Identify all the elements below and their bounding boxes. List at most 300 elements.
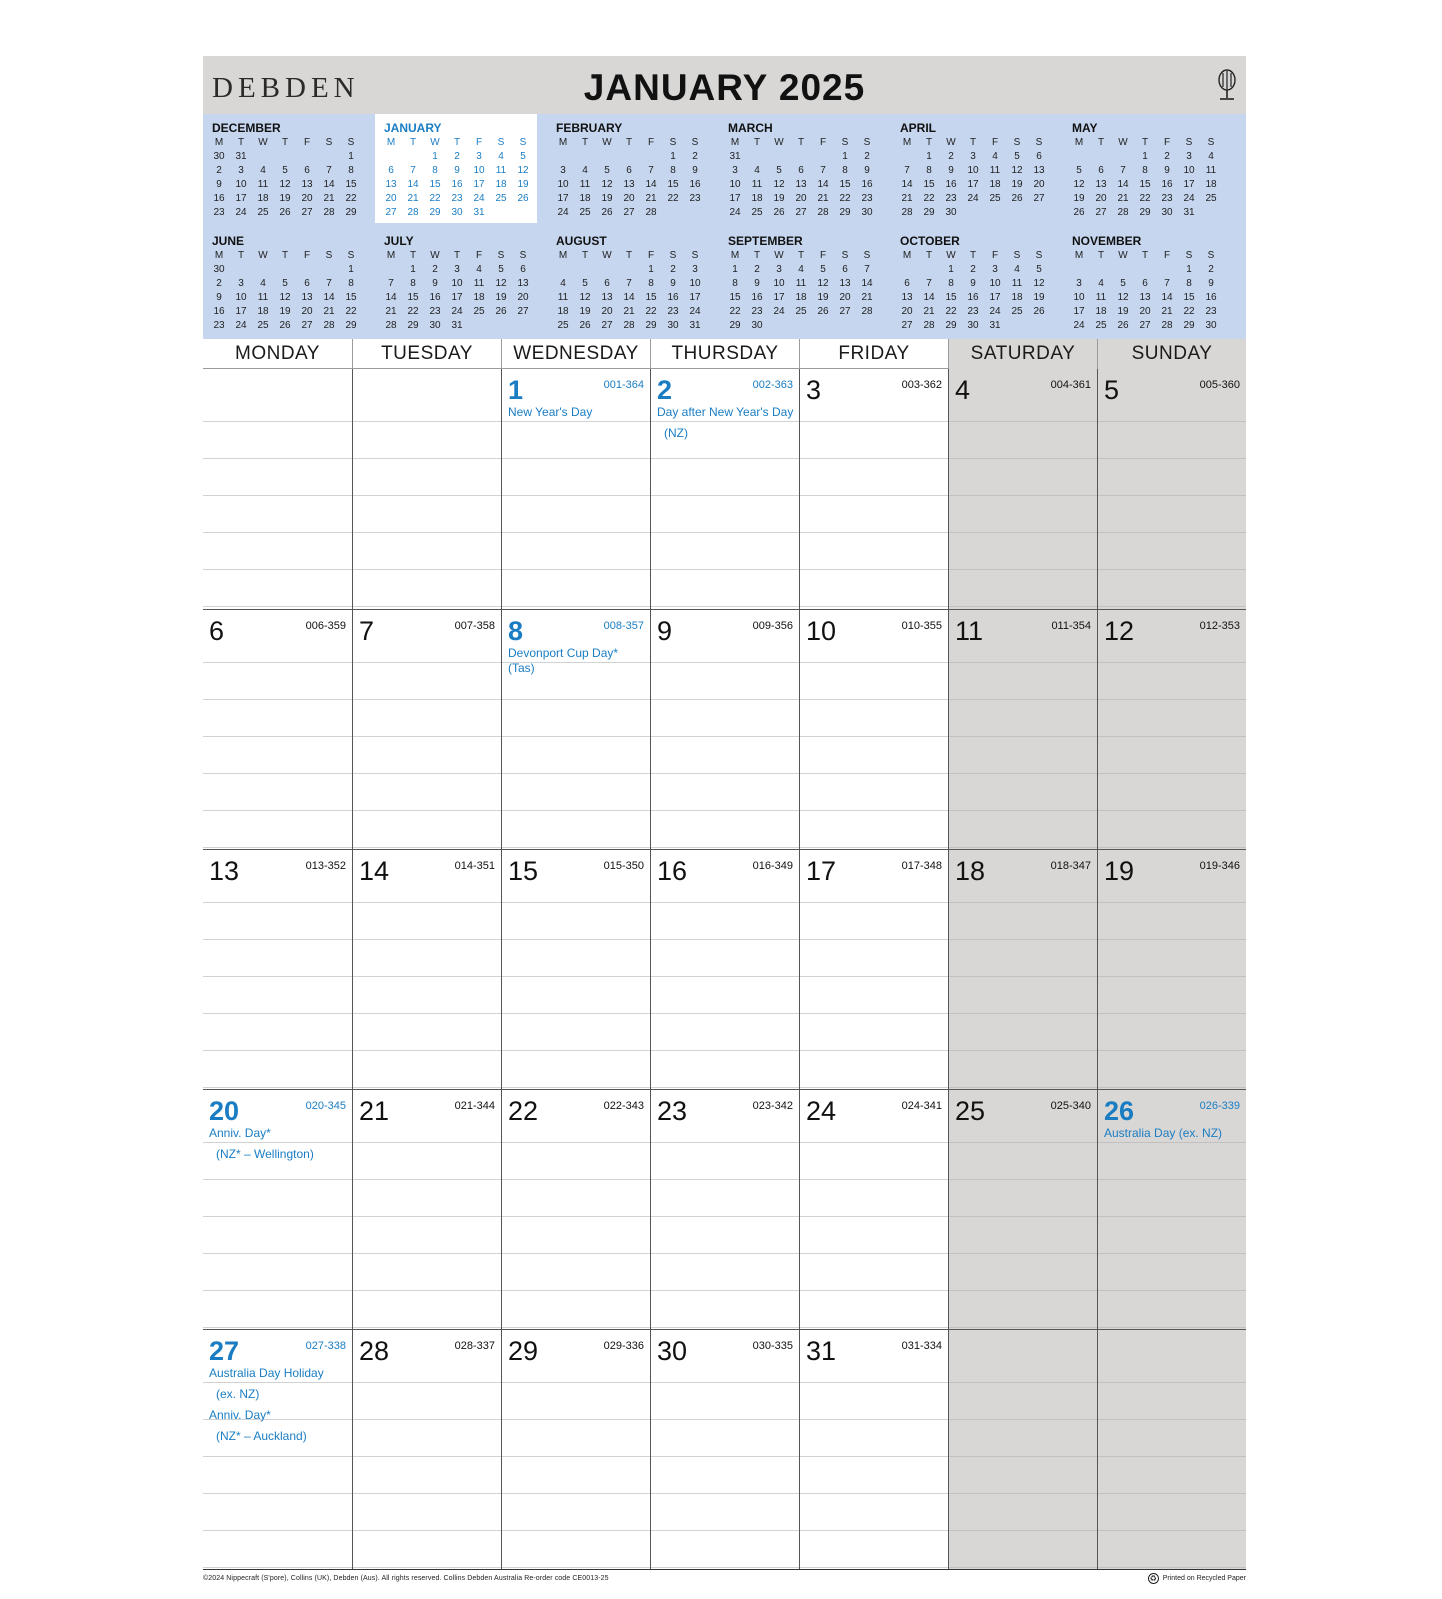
day-of-year-code: 023-342 (752, 1100, 793, 1112)
mini-date: 11 (495, 165, 507, 176)
day-cell-7[interactable] (352, 609, 501, 849)
mini-weekday-initial: S (1185, 137, 1193, 148)
day-of-year-code: 007-358 (454, 620, 495, 632)
day-cell-6[interactable] (203, 609, 352, 849)
mini-date (812, 319, 834, 333)
mini-date: 14 (1161, 292, 1173, 303)
mini-date: 17 (689, 292, 701, 303)
day-of-year-code: 012-353 (1199, 620, 1240, 632)
mini-date: 14 (323, 179, 335, 190)
mini-date (512, 206, 534, 220)
mini-date: 13 (795, 179, 807, 190)
day-cell-2[interactable] (650, 369, 799, 609)
mini-date: 17 (989, 292, 1001, 303)
mini-date: 8 (348, 165, 354, 176)
mini-date: 28 (861, 306, 873, 317)
mini-weekday-initial: T (453, 137, 461, 148)
recycled-text: Printed on Recycled Paper (1162, 1575, 1246, 1582)
mini-date: 13 (301, 292, 313, 303)
day-number: 8 (508, 616, 524, 646)
mini-date: 26 (1073, 207, 1085, 218)
mini-date: 27 (623, 207, 635, 218)
mini-date: 27 (901, 320, 913, 331)
mini-calendar-september (719, 227, 871, 339)
mini-date: 2 (692, 151, 698, 162)
mini-date: 30 (429, 320, 441, 331)
day-cell-15[interactable] (501, 849, 650, 1089)
mini-date: 2 (216, 278, 222, 289)
mini-month-grid (208, 249, 362, 333)
day-cell-22[interactable] (501, 1089, 650, 1329)
mini-date: 1 (648, 264, 654, 275)
day-of-year-code: 008-357 (603, 620, 644, 632)
day-of-year-code: 031-334 (901, 1340, 942, 1352)
day-cell-28[interactable] (352, 1329, 501, 1569)
mini-date (790, 319, 812, 333)
mini-weekday-initial: S (347, 137, 355, 148)
mini-date: 15 (667, 179, 679, 190)
day-of-year-code: 003-362 (901, 379, 942, 391)
mini-weekday-initial: T (753, 137, 761, 148)
mini-weekday-initial: W (430, 137, 440, 148)
day-number: 7 (359, 616, 375, 646)
mini-date: 5 (776, 165, 782, 176)
mini-date (252, 150, 274, 164)
day-cell-18[interactable] (948, 849, 1097, 1089)
mini-weekday-initial: S (691, 137, 699, 148)
mini-date (662, 206, 684, 220)
mini-date (856, 319, 878, 333)
mini-date: 6 (304, 165, 310, 176)
mini-date: 18 (795, 292, 807, 303)
mini-date: 15 (345, 179, 357, 190)
mini-date: 30 (667, 320, 679, 331)
mini-date: 17 (1183, 179, 1195, 190)
mini-date: 29 (839, 207, 851, 218)
mini-date: 25 (795, 306, 807, 317)
mini-date: 14 (901, 179, 913, 190)
mini-weekday-initial: T (1141, 137, 1149, 148)
day-cell-5[interactable] (1097, 369, 1246, 609)
mini-date: 1 (410, 264, 416, 275)
mini-date: 9 (1164, 165, 1170, 176)
recycle-icon: ♻ (1149, 1574, 1157, 1583)
mini-calendar-march (719, 114, 871, 223)
mini-date: 12 (1073, 179, 1085, 190)
mini-date: 29 (345, 320, 357, 331)
mini-date: 25 (257, 207, 269, 218)
weekday-thursday: THURSDAY (650, 339, 799, 369)
mini-date: 17 (473, 179, 485, 190)
mini-date: 10 (473, 165, 485, 176)
mini-date: 7 (648, 165, 654, 176)
mini-date (552, 150, 574, 164)
mini-weekday-initial: T (797, 250, 805, 261)
mini-date: 28 (901, 207, 913, 218)
mini-weekday-initial: W (430, 250, 440, 261)
mini-date (684, 206, 706, 220)
mini-date: 13 (301, 179, 313, 190)
mini-date: 9 (216, 292, 222, 303)
mini-weekday-initial: T (453, 250, 461, 261)
mini-date: 12 (1117, 292, 1129, 303)
day-cell-3[interactable] (799, 369, 948, 609)
mini-date: 19 (279, 193, 291, 204)
day-number: 3 (806, 375, 822, 405)
mini-weekday-initial: M (558, 250, 568, 261)
day-cell-27[interactable] (203, 1329, 352, 1569)
mini-date: 27 (601, 320, 613, 331)
mini-date: 2 (216, 165, 222, 176)
mini-date: 23 (1205, 306, 1217, 317)
mini-date: 14 (817, 179, 829, 190)
mini-month-grid (552, 136, 706, 220)
mini-date (1028, 319, 1050, 333)
mini-date: 10 (557, 179, 569, 190)
mini-date: 16 (667, 292, 679, 303)
day-cell-25[interactable] (948, 1089, 1097, 1329)
weekday-friday: FRIDAY (799, 339, 948, 369)
holiday-note: New Year's Day (508, 405, 593, 419)
mini-date: 18 (557, 306, 569, 317)
mini-date: 3 (238, 278, 244, 289)
mini-date: 28 (407, 207, 419, 218)
mini-date: 1 (842, 151, 848, 162)
mini-date: 19 (517, 179, 529, 190)
mini-weekday-initial: M (214, 250, 224, 261)
day-number: 5 (1104, 375, 1120, 405)
mini-date: 21 (923, 306, 935, 317)
day-of-year-code: 014-351 (454, 860, 495, 872)
mini-date: 11 (1095, 292, 1107, 303)
mini-date: 3 (1186, 151, 1192, 162)
mini-date: 26 (601, 207, 613, 218)
mini-month-name: AUGUST (556, 234, 607, 248)
mini-date: 6 (304, 278, 310, 289)
mini-date: 4 (582, 165, 588, 176)
mini-date: 20 (301, 193, 313, 204)
mini-date: 23 (667, 306, 679, 317)
mini-month-grid (208, 136, 362, 220)
mini-date: 14 (923, 292, 935, 303)
mini-date (252, 263, 274, 277)
mini-date: 23 (429, 306, 441, 317)
mini-date: 13 (1139, 292, 1151, 303)
mini-weekday-initial: T (969, 250, 977, 261)
day-notes (1104, 1126, 1242, 1147)
mini-date: 17 (557, 193, 569, 204)
mini-date: 1 (1186, 264, 1192, 275)
mini-date (962, 206, 984, 220)
mini-date: 23 (945, 193, 957, 204)
mini-date: 13 (623, 179, 635, 190)
day-number: 21 (359, 1096, 390, 1126)
mini-weekday-initial: T (1097, 250, 1105, 261)
mini-date: 18 (579, 193, 591, 204)
mini-weekday-initial: T (753, 250, 761, 261)
mini-date: 15 (839, 179, 851, 190)
mini-date: 7 (926, 278, 932, 289)
mini-weekday-initial: S (1207, 250, 1215, 261)
day-cell-16[interactable] (650, 849, 799, 1089)
day-of-year-code: 006-359 (305, 620, 346, 632)
day-cell-14[interactable] (352, 849, 501, 1089)
mini-date: 7 (820, 165, 826, 176)
mini-date: 14 (645, 179, 657, 190)
mini-weekday-initial: F (475, 137, 483, 148)
mini-date: 15 (1139, 179, 1151, 190)
mini-weekday-initial: M (386, 137, 396, 148)
mini-date: 17 (773, 292, 785, 303)
mini-date: 28 (923, 320, 935, 331)
mini-month-grid (1068, 249, 1222, 333)
mini-date: 11 (473, 278, 485, 289)
month-grid (203, 369, 1246, 1570)
mini-date: 11 (579, 179, 591, 190)
mini-weekday-initial: W (774, 137, 784, 148)
mini-date (402, 150, 424, 164)
mini-date: 3 (692, 264, 698, 275)
mini-date: 10 (967, 165, 979, 176)
mini-date: 20 (301, 306, 313, 317)
mini-date: 6 (904, 278, 910, 289)
day-cell-4[interactable] (948, 369, 1097, 609)
day-of-year-code: 025-340 (1050, 1100, 1091, 1112)
mini-date: 6 (520, 264, 526, 275)
mini-date: 1 (432, 151, 438, 162)
mini-weekday-initial: S (1035, 250, 1043, 261)
mini-weekday-initial: S (863, 250, 871, 261)
mini-date: 28 (385, 320, 397, 331)
mini-date: 22 (345, 193, 357, 204)
mini-date: 22 (667, 193, 679, 204)
mini-date: 19 (1033, 292, 1045, 303)
mini-date: 5 (582, 278, 588, 289)
mini-weekday-initial: T (1141, 250, 1149, 261)
mini-weekday-initial: S (1013, 250, 1021, 261)
mini-date: 20 (1033, 179, 1045, 190)
mini-date (1006, 206, 1028, 220)
mini-date: 25 (989, 193, 1001, 204)
mini-date: 10 (773, 278, 785, 289)
mini-date: 4 (498, 151, 504, 162)
mini-date: 4 (1208, 151, 1214, 162)
mini-date: 2 (948, 151, 954, 162)
day-notes (657, 405, 795, 447)
mini-date: 27 (301, 207, 313, 218)
day-cell-13[interactable] (203, 849, 352, 1089)
mini-date: 28 (817, 207, 829, 218)
mini-date: 8 (1186, 278, 1192, 289)
mini-date: 26 (495, 306, 507, 317)
mini-date: 8 (842, 165, 848, 176)
day-number: 24 (806, 1096, 837, 1126)
mini-date: 24 (473, 193, 485, 204)
mini-date: 28 (323, 320, 335, 331)
mini-date: 2 (670, 264, 676, 275)
holiday-note: Day after New Year's Day (657, 405, 794, 419)
mini-date: 13 (1095, 179, 1107, 190)
mini-date: 8 (348, 278, 354, 289)
mini-weekday-initial: T (625, 137, 633, 148)
mini-date: 4 (1014, 264, 1020, 275)
holiday-note: (NZ* – Wellington) (216, 1147, 314, 1161)
mini-date: 8 (926, 165, 932, 176)
mini-calendar-june (203, 227, 355, 339)
mini-month-name: JUNE (212, 234, 245, 248)
mini-date: 26 (773, 207, 785, 218)
mini-weekday-initial: F (991, 137, 999, 148)
day-cell-26[interactable] (1097, 1089, 1246, 1329)
mini-date: 1 (732, 264, 738, 275)
mini-date: 12 (279, 179, 291, 190)
day-notes (508, 405, 646, 426)
day-notes (508, 646, 646, 682)
day-cell-12[interactable] (1097, 609, 1246, 849)
day-cell-10[interactable] (799, 609, 948, 849)
mini-date (1028, 206, 1050, 220)
mini-date: 30 (945, 207, 957, 218)
day-cell-30[interactable] (650, 1329, 799, 1569)
mini-date: 29 (923, 207, 935, 218)
mini-date: 25 (1011, 306, 1023, 317)
mini-date: 25 (495, 193, 507, 204)
mini-date: 29 (345, 207, 357, 218)
day-cell-1[interactable] (501, 369, 650, 609)
mini-date: 9 (454, 165, 460, 176)
day-cell-31[interactable] (799, 1329, 948, 1569)
mini-date: 21 (817, 193, 829, 204)
mini-date: 26 (1033, 306, 1045, 317)
mini-date: 18 (989, 179, 1001, 190)
mini-date: 22 (729, 306, 741, 317)
calendar-header (203, 56, 1246, 114)
mini-date: 23 (689, 193, 701, 204)
mini-date: 14 (861, 278, 873, 289)
mini-calendar-december (203, 114, 355, 223)
mini-date: 12 (817, 278, 829, 289)
day-number: 29 (508, 1336, 539, 1366)
mini-weekday-initial: W (774, 250, 784, 261)
mini-weekday-initial: S (1185, 250, 1193, 261)
mini-date: 5 (1076, 165, 1082, 176)
mini-date: 11 (795, 278, 807, 289)
mini-date: 3 (1076, 278, 1082, 289)
mini-weekday-initial: S (325, 137, 333, 148)
mini-date: 12 (579, 292, 591, 303)
day-cell-9[interactable] (650, 609, 799, 849)
mini-date: 17 (235, 306, 247, 317)
mini-date: 12 (773, 179, 785, 190)
day-cell-24[interactable] (799, 1089, 948, 1329)
mini-date (834, 319, 856, 333)
mini-date: 21 (623, 306, 635, 317)
mini-date: 22 (1183, 306, 1195, 317)
day-of-year-code: 002-363 (752, 379, 793, 391)
mini-date: 16 (451, 179, 463, 190)
day-number: 28 (359, 1336, 390, 1366)
mini-date: 11 (257, 292, 269, 303)
mini-date: 17 (967, 179, 979, 190)
mini-date: 24 (773, 306, 785, 317)
day-cell-11[interactable] (948, 609, 1097, 849)
mini-date: 21 (323, 193, 335, 204)
mini-date: 31 (235, 151, 247, 162)
mini-date: 31 (689, 320, 701, 331)
mini-month-name: MAY (1072, 121, 1098, 135)
holiday-note: Anniv. Day* (209, 1126, 271, 1140)
day-cell-23[interactable] (650, 1089, 799, 1329)
mini-date: 27 (301, 320, 313, 331)
mini-date: 4 (1098, 278, 1104, 289)
mini-date: 30 (967, 320, 979, 331)
mini-date (468, 319, 490, 333)
mini-date: 14 (1117, 179, 1129, 190)
mini-date: 9 (670, 278, 676, 289)
mini-date (380, 150, 402, 164)
day-number: 19 (1104, 856, 1135, 886)
mini-date: 7 (1120, 165, 1126, 176)
mini-weekday-initial: T (1097, 137, 1105, 148)
mini-date: 15 (729, 292, 741, 303)
mini-weekday-initial: M (902, 137, 912, 148)
mini-month-name: SEPTEMBER (728, 234, 803, 248)
day-of-year-code: 009-356 (752, 620, 793, 632)
mini-date (812, 150, 834, 164)
mini-weekday-initial: S (841, 250, 849, 261)
mini-weekday-initial: T (409, 250, 417, 261)
day-cell-8[interactable] (501, 609, 650, 849)
day-number: 16 (657, 856, 688, 886)
day-cell-17[interactable] (799, 849, 948, 1089)
day-number: 6 (209, 616, 225, 646)
mini-date: 21 (861, 292, 873, 303)
mini-date: 6 (842, 264, 848, 275)
mini-calendar-july (375, 227, 527, 339)
day-of-year-code: 027-338 (305, 1340, 346, 1352)
calendar-sheet (203, 56, 1246, 1570)
mini-date (296, 150, 318, 164)
day-of-year-code: 024-341 (901, 1100, 942, 1112)
day-cell-19[interactable] (1097, 849, 1246, 1089)
mini-date: 24 (235, 320, 247, 331)
mini-weekday-initial: F (647, 250, 655, 261)
mini-date: 26 (817, 306, 829, 317)
day-cell-20[interactable] (203, 1089, 352, 1329)
day-cell-21[interactable] (352, 1089, 501, 1329)
mini-date: 25 (257, 320, 269, 331)
mini-date: 21 (385, 306, 397, 317)
mini-weekday-initial: F (1163, 250, 1171, 261)
mini-weekday-initial: F (991, 250, 999, 261)
mini-date (318, 263, 340, 277)
mini-date: 14 (407, 179, 419, 190)
mini-month-grid (1068, 136, 1222, 220)
mini-date: 15 (645, 292, 657, 303)
mini-weekday-initial: T (925, 137, 933, 148)
day-cell-29[interactable] (501, 1329, 650, 1569)
day-number: 11 (955, 616, 984, 646)
mini-weekday-initial: W (258, 250, 268, 261)
mini-month-grid (896, 249, 1050, 333)
mini-date: 29 (645, 320, 657, 331)
day-of-year-code: 005-360 (1199, 379, 1240, 391)
mini-date: 15 (923, 179, 935, 190)
mini-weekday-initial: W (946, 137, 956, 148)
mini-date (230, 263, 252, 277)
mini-date: 22 (345, 306, 357, 317)
brand-logo: DEBDEN (212, 72, 360, 104)
